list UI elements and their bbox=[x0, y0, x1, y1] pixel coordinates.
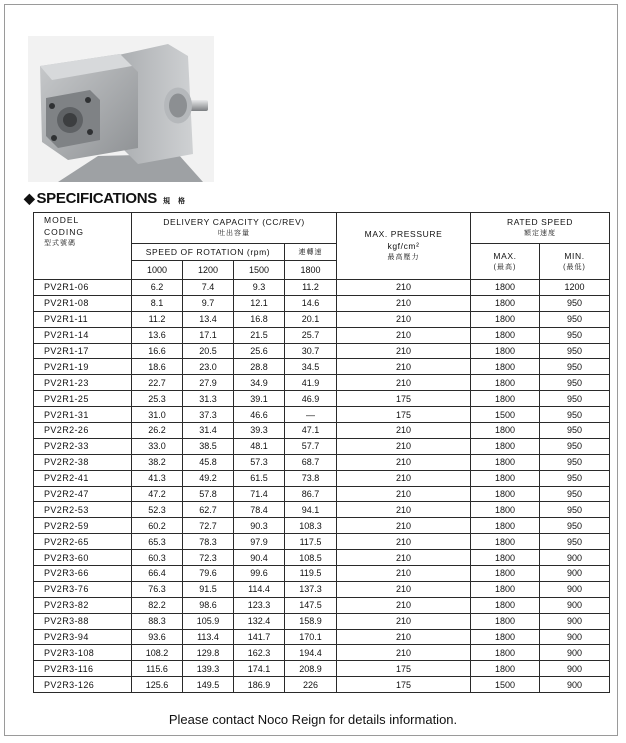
value-cell: 1800 bbox=[471, 502, 540, 518]
value-cell: 13.6 bbox=[132, 327, 183, 343]
vane-pump-photo bbox=[28, 36, 214, 182]
value-cell: 28.8 bbox=[234, 359, 285, 375]
value-cell: 950 bbox=[540, 470, 610, 486]
value-cell: 13.4 bbox=[183, 311, 234, 327]
value-cell: 162.3 bbox=[234, 645, 285, 661]
value-cell: 210 bbox=[337, 327, 471, 343]
speed-1000-header: 1000 bbox=[132, 261, 183, 280]
value-cell: 950 bbox=[540, 391, 610, 407]
value-cell: 20.1 bbox=[285, 311, 337, 327]
value-cell: 38.5 bbox=[183, 438, 234, 454]
value-cell: 210 bbox=[337, 502, 471, 518]
value-cell: 16.8 bbox=[234, 311, 285, 327]
specifications-table bbox=[33, 212, 610, 693]
value-cell: 39.3 bbox=[234, 423, 285, 439]
model-cell: PV2R1-08 bbox=[34, 295, 132, 311]
value-cell: 210 bbox=[337, 423, 471, 439]
value-cell: 113.4 bbox=[183, 629, 234, 645]
value-cell: 950 bbox=[540, 534, 610, 550]
value-cell: 11.2 bbox=[132, 311, 183, 327]
value-cell: 108.2 bbox=[132, 645, 183, 661]
delivery-capacity-label: DELIVERY CAPACITY (CC/REV) bbox=[163, 217, 305, 227]
value-cell: 73.8 bbox=[285, 470, 337, 486]
value-cell: 31.0 bbox=[132, 407, 183, 423]
value-cell: 139.3 bbox=[183, 661, 234, 677]
value-cell: 91.5 bbox=[183, 581, 234, 597]
value-cell: 72.7 bbox=[183, 518, 234, 534]
table-row bbox=[34, 550, 610, 566]
value-cell: 62.7 bbox=[183, 502, 234, 518]
value-cell: 72.3 bbox=[183, 550, 234, 566]
value-cell: 98.6 bbox=[183, 597, 234, 613]
value-cell: 47.1 bbox=[285, 423, 337, 439]
model-cell: PV2R1-06 bbox=[34, 280, 132, 296]
value-cell: 900 bbox=[540, 613, 610, 629]
value-cell: 210 bbox=[337, 613, 471, 629]
value-cell: 1500 bbox=[471, 407, 540, 423]
table-row bbox=[34, 613, 610, 629]
value-cell: 125.6 bbox=[132, 677, 183, 693]
min-speed-cjk: (最低) bbox=[563, 263, 586, 271]
value-cell: 210 bbox=[337, 470, 471, 486]
value-cell: 66.4 bbox=[132, 566, 183, 582]
value-cell: 17.1 bbox=[183, 327, 234, 343]
value-cell: 114.4 bbox=[234, 581, 285, 597]
value-cell: 90.3 bbox=[234, 518, 285, 534]
value-cell: 132.4 bbox=[234, 613, 285, 629]
value-cell: 158.9 bbox=[285, 613, 337, 629]
value-cell: 78.4 bbox=[234, 502, 285, 518]
model-cell: PV2R2-65 bbox=[34, 534, 132, 550]
model-header-label: MODEL bbox=[44, 215, 80, 225]
section-title-cjk: 規 格 bbox=[163, 198, 188, 205]
value-cell: 14.6 bbox=[285, 295, 337, 311]
value-cell: 60.3 bbox=[132, 550, 183, 566]
header-row-1 bbox=[34, 213, 610, 244]
value-cell: 123.3 bbox=[234, 597, 285, 613]
table-row bbox=[34, 677, 610, 693]
value-cell: 57.3 bbox=[234, 454, 285, 470]
value-cell: 88.3 bbox=[132, 613, 183, 629]
model-header-cjk: 型式號碼 bbox=[44, 240, 76, 247]
value-cell: 7.4 bbox=[183, 280, 234, 296]
model-cell: PV2R3-60 bbox=[34, 550, 132, 566]
value-cell: 27.9 bbox=[183, 375, 234, 391]
value-cell: 57.8 bbox=[183, 486, 234, 502]
value-cell: 99.6 bbox=[234, 566, 285, 582]
value-cell: 82.2 bbox=[132, 597, 183, 613]
value-cell: 21.5 bbox=[234, 327, 285, 343]
value-cell: 86.7 bbox=[285, 486, 337, 502]
model-cell: PV2R2-53 bbox=[34, 502, 132, 518]
value-cell: 1800 bbox=[471, 327, 540, 343]
value-cell: 175 bbox=[337, 391, 471, 407]
value-cell: 210 bbox=[337, 518, 471, 534]
table-row bbox=[34, 438, 610, 454]
value-cell: 46.6 bbox=[234, 407, 285, 423]
value-cell: 141.7 bbox=[234, 629, 285, 645]
value-cell: 210 bbox=[337, 645, 471, 661]
table-row bbox=[34, 407, 610, 423]
model-cell: PV2R3-94 bbox=[34, 629, 132, 645]
value-cell: 210 bbox=[337, 280, 471, 296]
table-row bbox=[34, 311, 610, 327]
value-cell: 170.1 bbox=[285, 629, 337, 645]
value-cell: 52.3 bbox=[132, 502, 183, 518]
max-pressure-cjk: 最高壓力 bbox=[387, 254, 420, 261]
value-cell: 900 bbox=[540, 597, 610, 613]
value-cell: 950 bbox=[540, 454, 610, 470]
model-cell: PV2R3-126 bbox=[34, 677, 132, 693]
delivery-capacity-header bbox=[132, 213, 337, 244]
value-cell: 950 bbox=[540, 327, 610, 343]
value-cell: 108.5 bbox=[285, 550, 337, 566]
value-cell: 210 bbox=[337, 295, 471, 311]
table-row bbox=[34, 486, 610, 502]
speed-1200-header: 1200 bbox=[183, 261, 234, 280]
value-cell: 30.7 bbox=[285, 343, 337, 359]
table-row bbox=[34, 454, 610, 470]
model-cell: PV2R3-82 bbox=[34, 597, 132, 613]
value-cell: 210 bbox=[337, 359, 471, 375]
table-row bbox=[34, 518, 610, 534]
model-cell: PV2R1-23 bbox=[34, 375, 132, 391]
model-cell: PV2R2-26 bbox=[34, 423, 132, 439]
value-cell: 60.2 bbox=[132, 518, 183, 534]
value-cell: 94.1 bbox=[285, 502, 337, 518]
value-cell: 950 bbox=[540, 502, 610, 518]
rated-speed-label: RATED SPEED bbox=[507, 217, 573, 227]
value-cell: 68.7 bbox=[285, 454, 337, 470]
value-cell: 1800 bbox=[471, 486, 540, 502]
table-row bbox=[34, 534, 610, 550]
value-cell: 1800 bbox=[471, 438, 540, 454]
table-row bbox=[34, 502, 610, 518]
value-cell: 90.4 bbox=[234, 550, 285, 566]
value-cell: 1800 bbox=[471, 550, 540, 566]
value-cell: 9.3 bbox=[234, 280, 285, 296]
value-cell: 950 bbox=[540, 407, 610, 423]
model-cell: PV2R1-25 bbox=[34, 391, 132, 407]
model-cell: PV2R1-11 bbox=[34, 311, 132, 327]
speed-cjk-header: 連轉速 bbox=[285, 244, 337, 261]
value-cell: 31.4 bbox=[183, 423, 234, 439]
model-cell: PV2R2-59 bbox=[34, 518, 132, 534]
value-cell: 1800 bbox=[471, 645, 540, 661]
value-cell: 950 bbox=[540, 295, 610, 311]
value-cell: 38.2 bbox=[132, 454, 183, 470]
model-cell: PV2R3-108 bbox=[34, 645, 132, 661]
value-cell: 1800 bbox=[471, 391, 540, 407]
value-cell: 119.5 bbox=[285, 566, 337, 582]
value-cell: 49.2 bbox=[183, 470, 234, 486]
table-row bbox=[34, 645, 610, 661]
model-cell: PV2R3-76 bbox=[34, 581, 132, 597]
value-cell: 31.3 bbox=[183, 391, 234, 407]
value-cell: 210 bbox=[337, 438, 471, 454]
value-cell: 41.9 bbox=[285, 375, 337, 391]
value-cell: 1800 bbox=[471, 359, 540, 375]
value-cell: 97.9 bbox=[234, 534, 285, 550]
value-cell: 210 bbox=[337, 486, 471, 502]
min-speed-header bbox=[540, 244, 610, 280]
value-cell: 37.3 bbox=[183, 407, 234, 423]
value-cell: 137.3 bbox=[285, 581, 337, 597]
value-cell: 1800 bbox=[471, 566, 540, 582]
value-cell: 61.5 bbox=[234, 470, 285, 486]
value-cell: 9.7 bbox=[183, 295, 234, 311]
max-pressure-header bbox=[337, 213, 471, 280]
value-cell: 1800 bbox=[471, 661, 540, 677]
table-row bbox=[34, 295, 610, 311]
value-cell: 210 bbox=[337, 454, 471, 470]
value-cell: 108.3 bbox=[285, 518, 337, 534]
value-cell: 210 bbox=[337, 566, 471, 582]
table-row bbox=[34, 391, 610, 407]
value-cell: 950 bbox=[540, 423, 610, 439]
value-cell: 12.1 bbox=[234, 295, 285, 311]
value-cell: 900 bbox=[540, 661, 610, 677]
value-cell: 1800 bbox=[471, 280, 540, 296]
table-row bbox=[34, 327, 610, 343]
value-cell: 25.7 bbox=[285, 327, 337, 343]
model-cell: PV2R2-33 bbox=[34, 438, 132, 454]
table-row bbox=[34, 423, 610, 439]
value-cell: 45.8 bbox=[183, 454, 234, 470]
max-speed-header bbox=[471, 244, 540, 280]
value-cell: 210 bbox=[337, 550, 471, 566]
value-cell: 34.9 bbox=[234, 375, 285, 391]
value-cell: 6.2 bbox=[132, 280, 183, 296]
value-cell: 76.3 bbox=[132, 581, 183, 597]
value-cell: 210 bbox=[337, 534, 471, 550]
table-row bbox=[34, 581, 610, 597]
value-cell: 39.1 bbox=[234, 391, 285, 407]
value-cell: 20.5 bbox=[183, 343, 234, 359]
model-cell: PV2R1-19 bbox=[34, 359, 132, 375]
value-cell: 1800 bbox=[471, 375, 540, 391]
value-cell: 950 bbox=[540, 486, 610, 502]
value-cell: 900 bbox=[540, 677, 610, 693]
value-cell: 47.2 bbox=[132, 486, 183, 502]
value-cell: 210 bbox=[337, 629, 471, 645]
value-cell: 117.5 bbox=[285, 534, 337, 550]
value-cell: 16.6 bbox=[132, 343, 183, 359]
value-cell: 1800 bbox=[471, 454, 540, 470]
contact-footer: Please contact Noco Reign for details information. bbox=[168, 712, 458, 727]
value-cell: 210 bbox=[337, 311, 471, 327]
value-cell: 1200 bbox=[540, 280, 610, 296]
rated-speed-header bbox=[471, 213, 610, 244]
model-cell: PV2R2-47 bbox=[34, 486, 132, 502]
value-cell: 93.6 bbox=[132, 629, 183, 645]
value-cell: 900 bbox=[540, 581, 610, 597]
model-cell: PV2R3-88 bbox=[34, 613, 132, 629]
value-cell: 175 bbox=[337, 407, 471, 423]
value-cell: 175 bbox=[337, 661, 471, 677]
value-cell: 33.0 bbox=[132, 438, 183, 454]
pressure-unit-label: kgf/cm² bbox=[387, 241, 420, 251]
value-cell: 25.3 bbox=[132, 391, 183, 407]
model-coding-header bbox=[34, 213, 132, 280]
rated-speed-cjk: 額定速度 bbox=[524, 230, 556, 237]
value-cell: 950 bbox=[540, 359, 610, 375]
value-cell: 11.2 bbox=[285, 280, 337, 296]
value-cell: 950 bbox=[540, 375, 610, 391]
value-cell: 26.2 bbox=[132, 423, 183, 439]
table-row bbox=[34, 470, 610, 486]
table-row bbox=[34, 597, 610, 613]
value-cell: 79.6 bbox=[183, 566, 234, 582]
value-cell: 950 bbox=[540, 518, 610, 534]
model-cell: PV2R1-31 bbox=[34, 407, 132, 423]
speed-1500-header: 1500 bbox=[234, 261, 285, 280]
max-speed-cjk: (最高) bbox=[493, 263, 517, 271]
value-cell: 41.3 bbox=[132, 470, 183, 486]
max-speed-label: MAX. bbox=[493, 250, 517, 261]
value-cell: 210 bbox=[337, 597, 471, 613]
value-cell: — bbox=[285, 407, 337, 423]
value-cell: 65.3 bbox=[132, 534, 183, 550]
value-cell: 1800 bbox=[471, 343, 540, 359]
value-cell: 950 bbox=[540, 343, 610, 359]
value-cell: 23.0 bbox=[183, 359, 234, 375]
value-cell: 34.5 bbox=[285, 359, 337, 375]
value-cell: 900 bbox=[540, 550, 610, 566]
delivery-capacity-cjk: 吐出容量 bbox=[218, 230, 250, 237]
value-cell: 1800 bbox=[471, 534, 540, 550]
model-cell: PV2R1-17 bbox=[34, 343, 132, 359]
value-cell: 174.1 bbox=[234, 661, 285, 677]
value-cell: 950 bbox=[540, 438, 610, 454]
value-cell: 1800 bbox=[471, 470, 540, 486]
value-cell: 1800 bbox=[471, 311, 540, 327]
min-speed-label: MIN. bbox=[564, 250, 585, 261]
value-cell: 1800 bbox=[471, 581, 540, 597]
value-cell: 210 bbox=[337, 343, 471, 359]
value-cell: 194.4 bbox=[285, 645, 337, 661]
table-row bbox=[34, 566, 610, 582]
value-cell: 186.9 bbox=[234, 677, 285, 693]
value-cell: 8.1 bbox=[132, 295, 183, 311]
value-cell: 149.5 bbox=[183, 677, 234, 693]
value-cell: 1500 bbox=[471, 677, 540, 693]
value-cell: 226 bbox=[285, 677, 337, 693]
value-cell: 78.3 bbox=[183, 534, 234, 550]
table-row bbox=[34, 629, 610, 645]
table-row bbox=[34, 343, 610, 359]
value-cell: 129.8 bbox=[183, 645, 234, 661]
value-cell: 900 bbox=[540, 566, 610, 582]
value-cell: 900 bbox=[540, 645, 610, 661]
value-cell: 1800 bbox=[471, 597, 540, 613]
value-cell: 210 bbox=[337, 375, 471, 391]
coding-header-label: CODING bbox=[44, 227, 84, 237]
value-cell: 25.6 bbox=[234, 343, 285, 359]
value-cell: 48.1 bbox=[234, 438, 285, 454]
max-pressure-label: MAX. PRESSURE bbox=[364, 229, 443, 239]
model-cell: PV2R3-116 bbox=[34, 661, 132, 677]
speed-of-rotation-header bbox=[132, 244, 285, 261]
table-row bbox=[34, 280, 610, 296]
value-cell: 147.5 bbox=[285, 597, 337, 613]
value-cell: 1800 bbox=[471, 629, 540, 645]
model-cell: PV2R2-38 bbox=[34, 454, 132, 470]
model-cell: PV2R1-14 bbox=[34, 327, 132, 343]
value-cell: 115.6 bbox=[132, 661, 183, 677]
value-cell: 175 bbox=[337, 677, 471, 693]
table-row bbox=[34, 359, 610, 375]
value-cell: 71.4 bbox=[234, 486, 285, 502]
value-cell: 900 bbox=[540, 629, 610, 645]
section-title: SPECIFICATIONS bbox=[36, 190, 158, 207]
value-cell: 18.6 bbox=[132, 359, 183, 375]
value-cell: 1800 bbox=[471, 518, 540, 534]
table-row bbox=[34, 375, 610, 391]
value-cell: 1800 bbox=[471, 295, 540, 311]
value-cell: 1800 bbox=[471, 613, 540, 629]
table-row bbox=[34, 661, 610, 677]
speed-of-rotation-label: SPEED OF ROTATION (rpm) bbox=[145, 247, 271, 257]
diamond-bullet-icon: ◆ bbox=[24, 190, 35, 206]
value-cell: 105.9 bbox=[183, 613, 234, 629]
speed-1800-header: 1800 bbox=[285, 261, 337, 280]
model-cell: PV2R3-66 bbox=[34, 566, 132, 582]
value-cell: 46.9 bbox=[285, 391, 337, 407]
specifications-heading bbox=[24, 190, 188, 207]
value-cell: 1800 bbox=[471, 423, 540, 439]
value-cell: 208.9 bbox=[285, 661, 337, 677]
value-cell: 57.7 bbox=[285, 438, 337, 454]
value-cell: 950 bbox=[540, 311, 610, 327]
value-cell: 210 bbox=[337, 581, 471, 597]
model-cell: PV2R2-41 bbox=[34, 470, 132, 486]
value-cell: 22.7 bbox=[132, 375, 183, 391]
